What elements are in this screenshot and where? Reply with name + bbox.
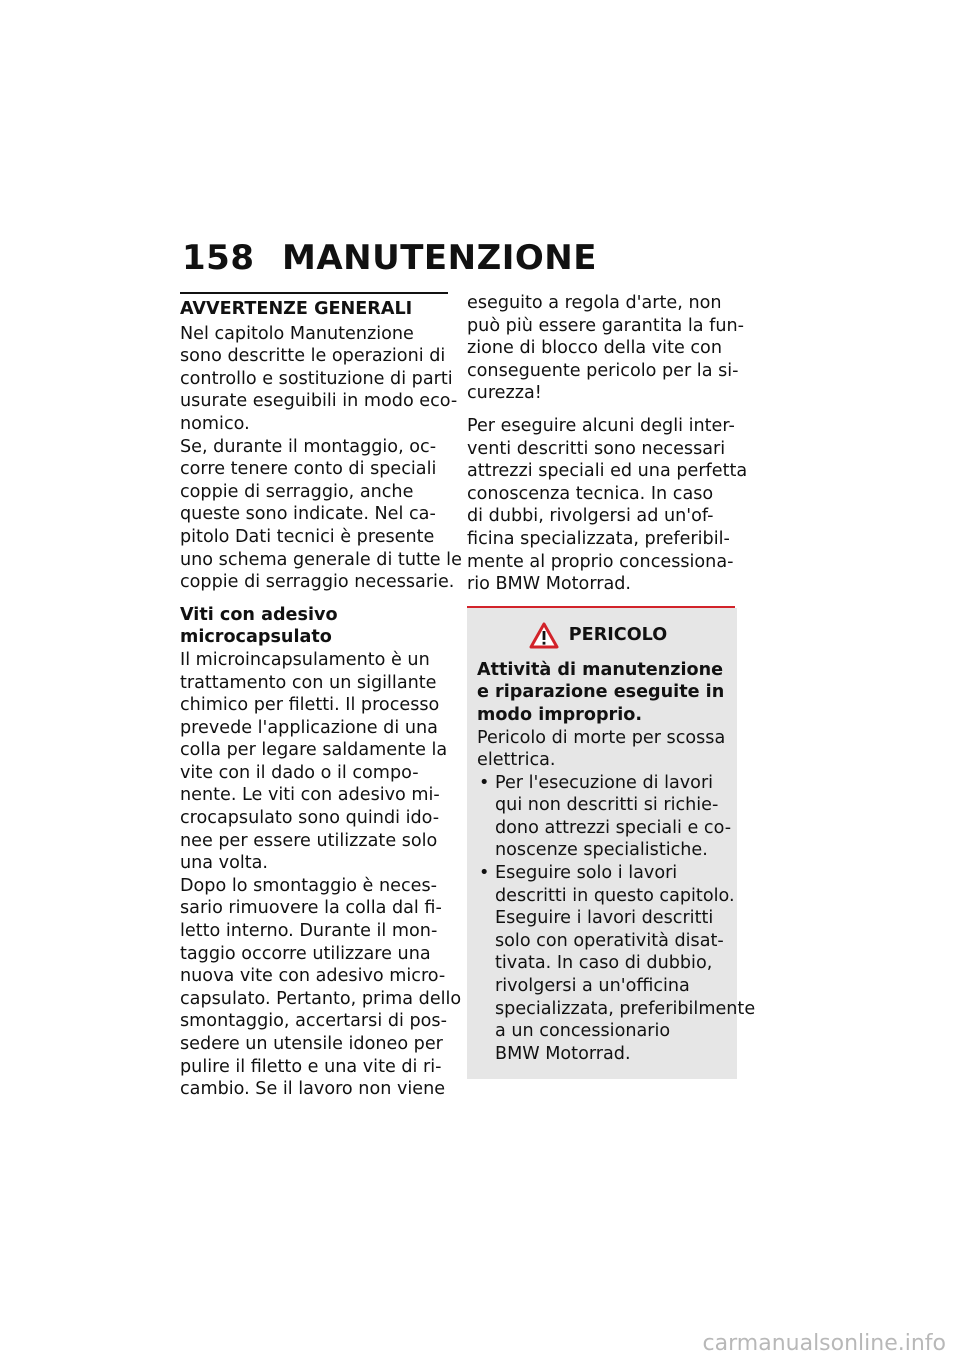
- text-line: sedere un utensile idoneo per: [180, 1034, 443, 1054]
- text-line: BMW Motorrad.: [495, 1043, 631, 1064]
- text-line: Il microincapsulamento è un: [180, 649, 430, 670]
- text-line: trattamento con un sigillante: [180, 672, 437, 693]
- text-line: di dubbi, rivolgersi ad un'of-: [467, 506, 714, 527]
- section-title: AVVERTENZE GENERALI: [180, 292, 448, 321]
- text-line: a un concessionario: [495, 1021, 671, 1042]
- text-line: venti descritti sono necessari: [467, 438, 726, 459]
- warning-title: PERICOLO: [568, 624, 668, 645]
- text-line: prevede l'applicazione di una: [180, 717, 438, 738]
- right-column: [467, 292, 756, 1079]
- text-line: Eseguire solo i lavori: [495, 863, 678, 884]
- text-line: conseguente pericolo per la si-: [467, 360, 739, 381]
- paragraph-general: [180, 323, 462, 594]
- text-line: nuova vite con adesivo micro-: [180, 966, 446, 987]
- text-line: Eseguire i lavori descritti: [495, 908, 714, 929]
- left-column: [180, 292, 462, 1101]
- text-line: sario rimuovere la colla dal fi-: [180, 898, 442, 919]
- text-line: Per eseguire alcuni degli inter-: [467, 415, 735, 436]
- warning-heading: [477, 659, 729, 727]
- text-line: coppie di serraggio necessarie.: [180, 572, 455, 593]
- paragraph-microcapsulated: [180, 649, 462, 1101]
- subheading-line: Viti con adesivo: [180, 604, 338, 625]
- text-line: usurate eseguibili in modo eco-: [180, 391, 458, 412]
- text-line: corre tenere conto di speciali: [180, 459, 437, 480]
- text-line: qui non descritti si richie-: [495, 795, 719, 816]
- text-line: controllo e sostituzione di parti: [180, 368, 453, 389]
- text-line: ficina specializzata, preferibil-: [467, 528, 730, 549]
- paragraph-continuation: [467, 292, 744, 405]
- warning-bullet: [477, 862, 756, 1065]
- text-line: vite con il dado o il compo-: [180, 762, 419, 783]
- text-line: Per l'esecuzione di lavori: [495, 772, 714, 793]
- text-line: tivata. In caso di dubbio,: [495, 953, 713, 974]
- text-line: queste sono indicate. Nel ca-: [180, 504, 436, 525]
- text-line: solo con operatività disat-: [495, 930, 724, 951]
- text-line: taggio occorre utilizzare una: [180, 943, 431, 964]
- text-line: descritti in questo capitolo.: [495, 885, 735, 906]
- warning-box: [467, 608, 756, 1080]
- text-line: sono descritte le operazioni di: [180, 346, 446, 367]
- subheading-microcapsulated-screws: [180, 604, 448, 649]
- text-line: dono attrezzi speciali e co-: [495, 817, 732, 838]
- bullet-marker: •: [479, 772, 490, 793]
- warning-heading-line: Attività di manutenzione: [477, 659, 724, 680]
- text-line: Pericolo di morte per scossa: [477, 727, 726, 748]
- text-line: chimico per filetti. Il processo: [180, 695, 440, 716]
- text-line: uno schema generale di tutte le: [180, 549, 462, 570]
- text-line: smontaggio, accertarsi di pos-: [180, 1011, 447, 1032]
- warning-heading-line: modo improprio.: [477, 704, 643, 725]
- paragraph-special-tools: [467, 415, 748, 596]
- text-line: pitolo Dati tecnici è presente: [180, 526, 435, 547]
- text-line: una volta.: [180, 853, 269, 874]
- warning-heading-line: e riparazione eseguite in: [477, 682, 725, 703]
- text-line: rivolgersi a un'officina: [495, 976, 690, 997]
- text-line: nomico.: [180, 413, 250, 434]
- text-line: coppie di serraggio, anche: [180, 481, 414, 502]
- warning-header: [467, 622, 729, 649]
- text-line: letto interno. Durante il mon-: [180, 921, 438, 942]
- text-line: nente. Le viti con adesivo mi-: [180, 785, 440, 806]
- text-line: eseguito a regola d'arte, non: [467, 293, 722, 313]
- chapter-title: MANUTENZIONE: [282, 238, 597, 278]
- text-line: mente al proprio concessiona-: [467, 551, 734, 572]
- text-line: elettrica.: [477, 750, 556, 771]
- text-line: può più essere garantita la fun-: [467, 315, 744, 336]
- text-line: nee per essere utilizzate solo: [180, 830, 438, 851]
- text-line: Dopo lo smontaggio è neces-: [180, 875, 437, 896]
- text-line: Se, durante il montaggio, oc-: [180, 436, 437, 457]
- bullet-marker: •: [479, 863, 490, 884]
- text-line: capsulato. Pertanto, prima dello: [180, 988, 462, 1009]
- warning-text: [477, 727, 729, 772]
- text-line: curezza!: [467, 383, 542, 404]
- text-line: crocapsulato sono quindi ido-: [180, 808, 440, 829]
- text-line: pulire il filetto e una vite di ri-: [180, 1056, 442, 1077]
- text-line: cambio. Se il lavoro non viene: [180, 1079, 446, 1100]
- text-line: rio BMW Motorrad.: [467, 574, 632, 595]
- text-line: attrezzi speciali ed una perfetta: [467, 461, 748, 482]
- page-header: [182, 238, 597, 278]
- text-line: Nel capitolo Manutenzione: [180, 323, 414, 344]
- text-line: zione di blocco della vite con: [467, 338, 722, 359]
- text-line: conoscenza tecnica. In caso: [467, 483, 714, 504]
- text-line: colla per legare saldamente la: [180, 740, 448, 761]
- text-line: specializzata, preferibilmente: [495, 998, 756, 1019]
- warning-triangle-icon: [529, 622, 559, 649]
- watermark: carmanualsonline.info: [702, 1331, 946, 1356]
- text-line: noscenze specialistiche.: [495, 840, 708, 861]
- warning-bullet: [477, 772, 732, 862]
- subheading-line: microcapsulato: [180, 627, 332, 648]
- page-number: 158: [182, 238, 255, 278]
